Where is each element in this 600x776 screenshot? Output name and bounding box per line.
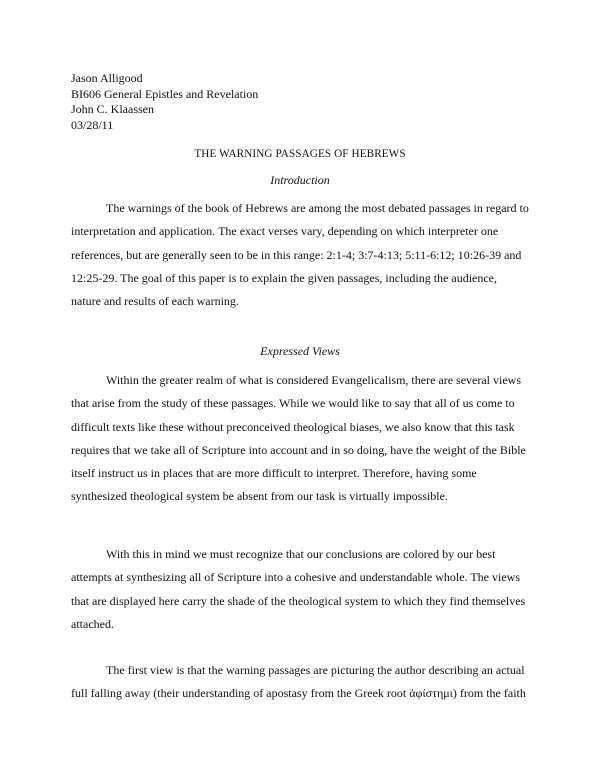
introduction-heading: Introduction [270,173,330,187]
paper-title: THE WARNING PASSAGES OF HEBREWS [194,148,406,160]
paper-date: 03/28/11 [71,117,114,132]
expressed-views-paragraph-3: The first view is that the warning passages are picturing the author describing an actual full falling away (their understanding of apostasy from the Greek root ἀφίστημι) from the faith [71,663,526,701]
introduction-paragraph: The warnings of the book of Hebrews are among the most debated passages in regard to interpretation and application. The exact verses vary, depending on which interpreter one references, but are generally seen to be in this range: 2:1-4; 3:7-4:13; 5:11-6:12; 10:26-39 and 12:25-29. The goal of this paper is to explain the given passages, including the audience, nature and results of each warning. [71,201,529,309]
instructor-name: John C. Klaassen [71,102,154,116]
expressed-views-paragraph-1: Within the greater realm of what is considered Evangelicalism, there are several views that arise from the study of these passages. While we would like to say that all of us come to difficult texts like these without preconceived theological biases, we also know that this task requires that we take all of Scripture into account and in so doing, have the weight of the Bible itself instruct us in places that are more difficult to interpret. Therefore, having some synthesized theological system be absent from our task is virtually impossible. [71,373,526,504]
paper-header [71,71,258,133]
author-name: Jason Alligood [71,71,143,85]
expressed-views-paragraph-2: With this in mind we must recognize that our conclusions are colored by our best attempts at synthesizing all of Scripture into a cohesive and understandable whole. The views that are displayed here carry the shade of the theological system to which they find themselves attached. [71,547,526,631]
expressed-views-heading: Expressed Views [260,344,340,358]
course-name: BI606 General Epistles and Revelation [71,86,259,101]
